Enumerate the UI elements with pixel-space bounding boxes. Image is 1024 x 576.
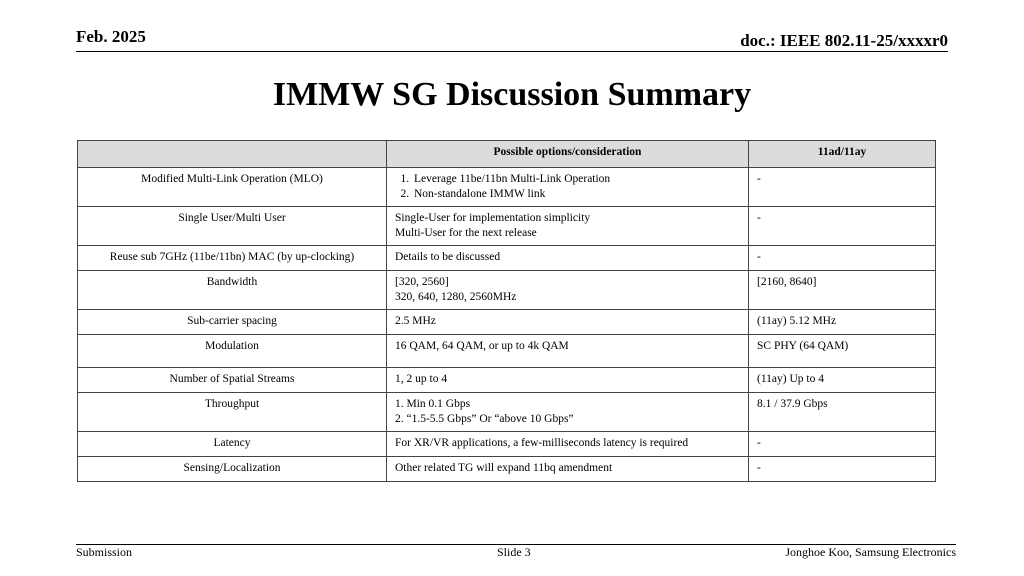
table-row <box>78 335 936 368</box>
options-cell <box>387 168 749 207</box>
option-line: 2. “1.5-5.5 Gbps” Or “above 10 Gbps” <box>395 413 574 425</box>
options-cell <box>387 393 749 432</box>
header-date: Feb. 2025 <box>76 27 146 46</box>
option-line: Single-User for implementation simplicity <box>395 212 591 224</box>
option-line: Multi-User for the next release <box>395 227 537 239</box>
row-label: Modulation <box>78 335 387 368</box>
options-list <box>395 172 740 202</box>
header-divider <box>76 51 948 52</box>
option-line: 1, 2 up to 4 <box>395 373 448 385</box>
table-row <box>78 271 936 310</box>
legacy-cell: SC PHY (64 QAM) <box>749 335 936 368</box>
legacy-cell: (11ay) 5.12 MHz <box>749 310 936 335</box>
legacy-cell: - <box>749 457 936 482</box>
legacy-cell: 8.1 / 37.9 Gbps <box>749 393 936 432</box>
footer-slide-number: Slide 3 <box>497 545 531 559</box>
legacy-cell: (11ay) Up to 4 <box>749 368 936 393</box>
list-item: 1. Leverage 11be/11bn Multi-Link Operation <box>412 172 740 187</box>
legacy-cell: - <box>749 246 936 271</box>
option-line: For XR/VR applications, a few-milliseconds latency is required <box>395 437 689 449</box>
legacy-cell: - <box>749 432 936 457</box>
option-line: [320, 2560] <box>395 276 449 288</box>
legacy-cell: - <box>749 168 936 207</box>
slide-title: IMMW SG Discussion Summary <box>272 76 752 113</box>
table-row <box>78 432 936 457</box>
row-label: Modified Multi-Link Operation (MLO) <box>78 168 387 207</box>
option-line: Other related TG will expand 11bq amendment <box>395 462 613 474</box>
table-row <box>78 207 936 246</box>
row-label: Single User/Multi User <box>78 207 387 246</box>
table-row <box>78 168 936 207</box>
row-label: Sub-carrier spacing <box>78 310 387 335</box>
table-row <box>78 457 936 482</box>
summary-table <box>77 140 936 482</box>
table-header-row <box>78 141 936 168</box>
table-row <box>78 246 936 271</box>
options-cell <box>387 207 749 246</box>
table-row <box>78 310 936 335</box>
column-header-options: Possible options/consideration <box>387 141 749 168</box>
footer-author: Jonghoe Koo, Samsung Electronics <box>785 545 956 559</box>
list-item: 2. Non-standalone IMMW link <box>412 187 740 202</box>
table-row <box>78 393 936 432</box>
footer-submission: Submission <box>76 545 133 559</box>
row-label: Latency <box>78 432 387 457</box>
header-doc-id: doc.: IEEE 802.11-25/xxxxr0 <box>740 31 948 50</box>
option-line: 2.5 MHz <box>395 315 436 327</box>
option-line: Details to be discussed <box>395 251 501 263</box>
column-header-item <box>78 141 387 168</box>
row-label: Bandwidth <box>78 271 387 310</box>
options-cell <box>387 368 749 393</box>
legacy-cell: - <box>749 207 936 246</box>
row-label: Number of Spatial Streams <box>78 368 387 393</box>
option-line: 320, 640, 1280, 2560MHz <box>395 291 517 303</box>
option-line: 16 QAM, 64 QAM, or up to 4k QAM <box>395 340 569 352</box>
options-cell <box>387 335 749 368</box>
row-label: Throughput <box>78 393 387 432</box>
options-cell <box>387 310 749 335</box>
row-label: Reuse sub 7GHz (11be/11bn) MAC (by up-clocking) <box>78 246 387 271</box>
option-line: 1. Min 0.1 Gbps <box>395 398 471 410</box>
column-header-11ad-11ay: 11ad/11ay <box>749 141 936 168</box>
row-label: Sensing/Localization <box>78 457 387 482</box>
legacy-cell: [2160, 8640] <box>749 271 936 310</box>
options-cell <box>387 432 749 457</box>
options-cell <box>387 271 749 310</box>
options-cell <box>387 246 749 271</box>
options-cell <box>387 457 749 482</box>
table-row <box>78 368 936 393</box>
